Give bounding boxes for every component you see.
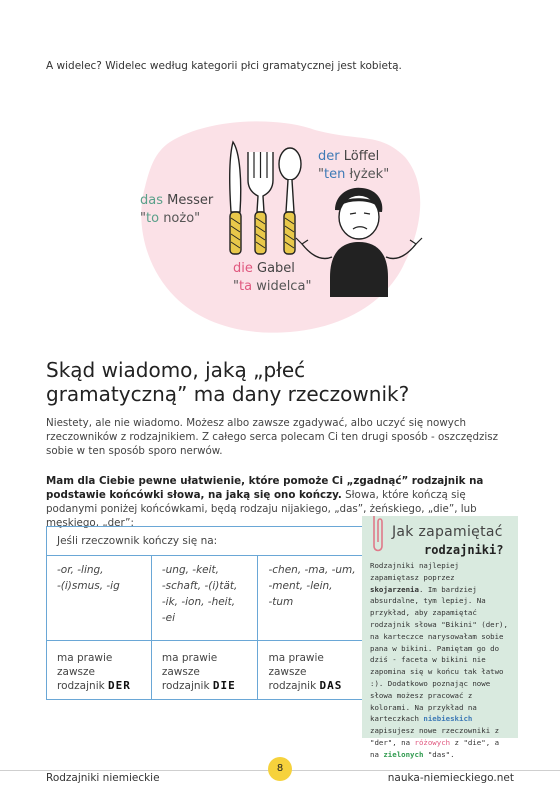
endings-col-der: -or, -ling, -(i)smus, -ig: [47, 556, 152, 641]
intro-text: A widelec? Widelec według kategorii płci gramatycznej jest kobietą.: [46, 60, 402, 72]
label-der-loeffel: der Löffel "ten łyżek": [318, 149, 390, 182]
note-body: Rodzajniki najlepiej zapamiętasz poprzez skojarzenia. Im bardziej absurdalne, tym lepiej. Na przykład, aby zapamiętać rodzajnik słowa "Bikini" (der), na karteczce narysowałam sobie pana w bikini. Pamiętam go do dziś - faceta w bikini nie zapomina się w końcu tak łatwo :). Dodatkowo poznając nowe słowa możesz pracować z kolorami. Na przykład na karteczkach niebieskich zapisujesz nowe rzeczowniki z "der", na różowych z "die", a na zielonych "das".: [370, 561, 508, 759]
paperclip-icon: [366, 512, 388, 556]
article-cell-der: ma prawie zawsze rodzajnik DER: [47, 641, 152, 700]
sticky-note: [362, 516, 518, 759]
das-badge: DAS: [319, 679, 343, 692]
cutlery-illustration: [130, 112, 430, 337]
table-header: Jeśli rzeczownik kończy się na:: [47, 527, 378, 556]
section-heading: Skąd wiadomo, jaką „płeć gramatyczną” ma dany rzeczownik?: [46, 358, 410, 406]
label-das-messer: das Messer "to nożo": [140, 193, 214, 226]
page-number: 8: [268, 757, 292, 781]
label-die-gabel: die Gabel "ta widelca": [233, 261, 312, 294]
endings-col-das: -chen, -ma, -um, -ment, -lein, -tum: [258, 556, 378, 641]
paragraph-1: Niestety, ale nie wiadomo. Możesz albo zawsze zgadywać, albo uczyć się nowych rzeczowników z rodzajnikiem. Z całego serca polecam Ci ten drugi sposób - oszczędzisz sobie w ten sposób sporo nerwów.: [46, 417, 499, 457]
paragraph-2-rest: Słowa, które kończą się podanymi poniżej końcówkami, będą rodzaju nijakiego, „das”, żeńskiego, „die”, lub męskiego, „der”:: [46, 489, 477, 529]
paragraph-2-bold: Mam dla Ciebie pewne ułatwienie, które pomoże Ci „zgadnąć” rodzajnik na podstawie końcówki słowa, na jaką się ono kończy.: [46, 475, 484, 501]
die-badge: DIE: [212, 679, 236, 692]
der-badge: DER: [108, 679, 131, 692]
article-cell-die: ma prawie zawsze rodzajnik DIE: [151, 641, 258, 700]
note-subtitle: rodzajniki?: [424, 543, 504, 557]
note-title: Jak zapamiętać: [392, 524, 503, 540]
footer-site: nauka-niemieckiego.net: [387, 772, 514, 784]
endings-col-die: -ung, -keit, -schaft, -(i)tät, -ik, -ion, -heit, -ei: [151, 556, 258, 641]
footer-title: Rodzajniki niemieckie: [46, 772, 160, 784]
endings-table: [46, 526, 378, 700]
article-cell-das: ma prawie zawsze rodzajnik DAS: [258, 641, 378, 700]
